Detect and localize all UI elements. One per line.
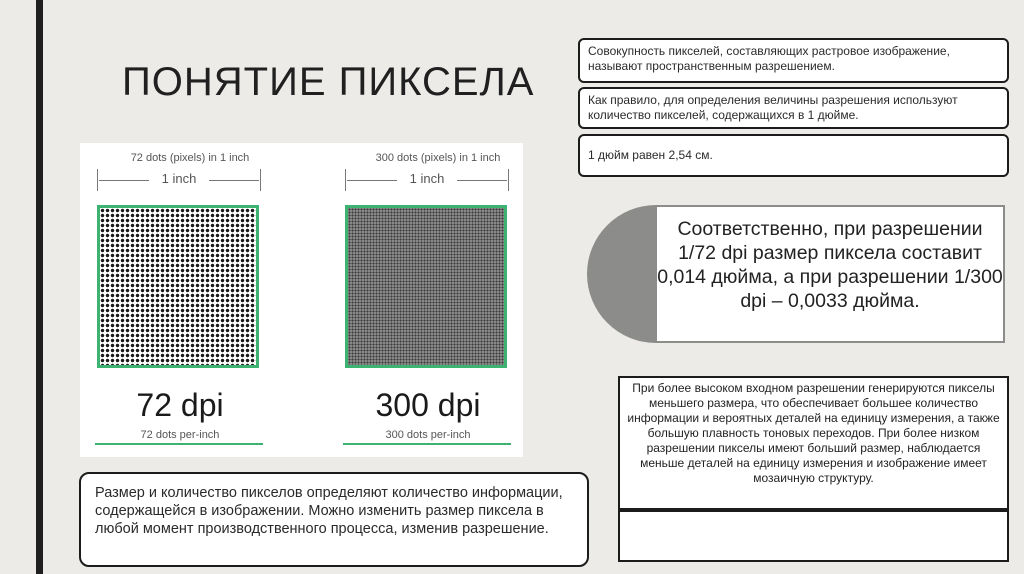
inch-label-72: 1 inch [161, 171, 197, 186]
measure-line [209, 180, 259, 181]
caption-300-top: 300 dots (pixels) in 1 inch [375, 152, 501, 164]
measure-tick [260, 169, 261, 191]
inch-measure-300 [343, 169, 533, 191]
figure-300dpi [343, 143, 533, 457]
dpi-label-72: 72 dpi [136, 387, 224, 423]
empty-box [618, 510, 1009, 562]
green-underline [95, 443, 263, 445]
size-note-box: Размер и количество пикселов определяют количество информации, содержащейся в изображении. Можно изменить размер пиксела в любой момент производственного процесса, изменив разрешение. [79, 472, 589, 567]
green-underline [343, 443, 511, 445]
measure-line [457, 180, 507, 181]
slide-title: ПОНЯТИЕ ПИКСЕЛА [122, 60, 535, 104]
highlight-box [655, 205, 1005, 343]
caption-72-bottom: 72 dots per-inch [140, 429, 220, 441]
resolution-note-text: При более высоком входном разрешении генерируются пикселы меньшего размера, что обеспечивает большее количество информации и вероятных деталей на единицу измерения, а также большую плавность тоновых переходов. При более низком разрешении пикселы имеют больший размер, наблюдается меньше деталей на единицу измерения и изображение имеет мозаичную структуру. [627, 381, 1000, 485]
inch-measure-72 [95, 169, 285, 191]
inch-label-300: 1 inch [409, 171, 445, 186]
caption-300-bottom: 300 dots per-inch [385, 429, 471, 441]
definition-box: Совокупность пикселей, составляющих растровое изображение, называют пространственным разрешением. [578, 38, 1009, 83]
resolution-note-box [618, 376, 1009, 510]
highlight-text: Соответственно, при разрешении 1/72 dpi размер пиксела составит 0,014 дюйма, а при разрешении 1/300 dpi – 0,0033 дюйма. [657, 218, 1003, 312]
dpi-comparison-figure [80, 143, 523, 457]
measure-tick [508, 169, 509, 191]
left-accent-bar [36, 0, 43, 574]
inch-box: 1 дюйм равен 2,54 см. [578, 134, 1009, 177]
pixel-grid-300 [345, 205, 507, 368]
dpi-label-300: 300 dpi [375, 387, 481, 423]
pixel-grid-72 [97, 205, 259, 368]
caption-72-top: 72 dots (pixels) in 1 inch [130, 152, 250, 164]
rule-box: Как правило, для определения величины разрешения используют количество пикселей, содержащихся в 1 дюйме. [578, 87, 1009, 129]
figure-72dpi [95, 143, 285, 457]
